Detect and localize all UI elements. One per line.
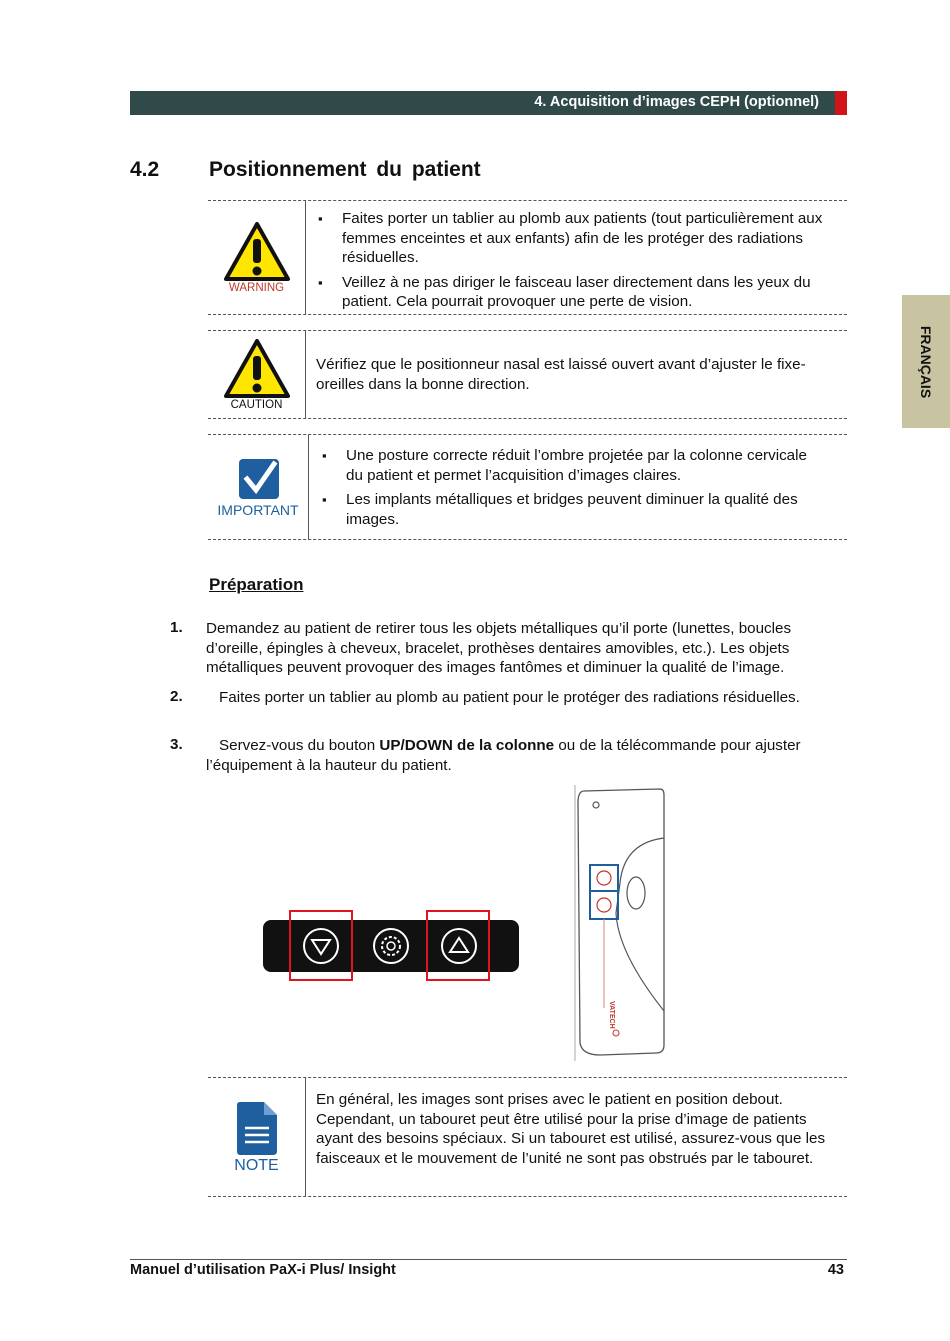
important-icon-cell: [208, 435, 309, 539]
footer-page-number: 43: [827, 1262, 844, 1278]
step-number: 2.: [170, 688, 183, 705]
note-text: En général, les images sont prises avec le patient en position debout. Cependant, un tabouret peut être utilisé pour la prise d’image de patients ayant des besoins spéciaux. Si un tabouret est utilisé, assurez-vous que les faisceaux et le mouvement de l’unité ne sont pas obstrués par le tabouret.: [316, 1091, 826, 1167]
step-text: Faites porter un tablier au plomb au patient pour le protéger des radiations résiduelles.: [219, 689, 800, 706]
step-text-bold: UP/DOWN de la colonne: [379, 737, 555, 754]
step-text: Demandez au patient de retirer tous les objets métalliques qu’il porte (lunettes, boucles d’oreille, épingles à cheveux, bracelet, prothèses dentaires amovibles, etc.). Les objets métalliques peuvent provoquer des images fantômes et diminuer la qualité de l’image.: [206, 620, 792, 676]
caution-text: Vérifiez que le positionneur nasal est laissé ouvert avant d’ajuster le fixe-oreilles dans la bonne direction.: [316, 356, 806, 393]
note-label: NOTE: [234, 1157, 279, 1174]
remote-brand: VATECH: [608, 1001, 615, 1029]
warning-item: ▪ Faites porter un tablier au plomb aux patients (tout particulièrement aux femmes enceintes et aux enfants) afin de les protéger des radiations résiduelles.: [306, 209, 842, 268]
caution-icon-cell: [208, 331, 306, 418]
remote-control-figure: [574, 783, 666, 1065]
step-text: [206, 736, 851, 775]
step-text-part: Servez-vous du bouton: [219, 737, 380, 754]
note-box: [208, 1077, 847, 1197]
step-text-part: ou de la télécommande pour ajuster l’équipement à la hauteur du patient.: [206, 737, 801, 774]
step-number: 3.: [170, 736, 183, 753]
warning-triangle-icon: [223, 221, 291, 283]
important-label: IMPORTANT: [217, 502, 299, 518]
warning-item: ▪ Veillez à ne pas diriger le faisceau laser directement dans les yeux du patient. Cela pourrait provoquer une perte de vision.: [306, 273, 842, 312]
caution-box: [208, 330, 847, 419]
note-icon-cell: [208, 1078, 306, 1196]
section-number: 4.2: [130, 158, 160, 181]
language-tab: [902, 295, 950, 428]
important-box: [208, 434, 847, 540]
warning-box: [208, 200, 847, 315]
header-accent: [835, 91, 847, 115]
important-item: ▪ Une posture correcte réduit l’ombre projetée par la colonne cervicale du patient et permet l’acquisition d’images claires.: [310, 446, 816, 485]
caution-triangle-icon: [223, 338, 291, 400]
important-item: ▪ Les implants métalliques et bridges peuvent diminuer la qualité des images.: [310, 490, 816, 529]
document-icon: [236, 1101, 278, 1156]
caution-label: CAUTION: [230, 399, 283, 411]
warning-icon-cell: [208, 201, 306, 314]
footer-manual-title: Manuel d’utilisation PaX-i Plus/ Insight: [130, 1262, 396, 1278]
warning-label: WARNING: [228, 282, 285, 294]
header-section-label: 4. Acquisition d’images CEPH (optionnel): [534, 94, 819, 110]
column-control-panel: [262, 908, 520, 984]
important-text: [310, 435, 847, 539]
step-number: 1.: [170, 619, 183, 636]
footer-divider: [130, 1259, 847, 1260]
warning-text: [306, 201, 847, 314]
section-title: Positionnement du patient: [209, 158, 481, 181]
checkmark-icon: [238, 458, 280, 500]
header-bar: [130, 91, 835, 115]
language-tab-label: FRANÇAIS: [918, 325, 934, 398]
preparation-heading: Préparation: [209, 575, 304, 594]
